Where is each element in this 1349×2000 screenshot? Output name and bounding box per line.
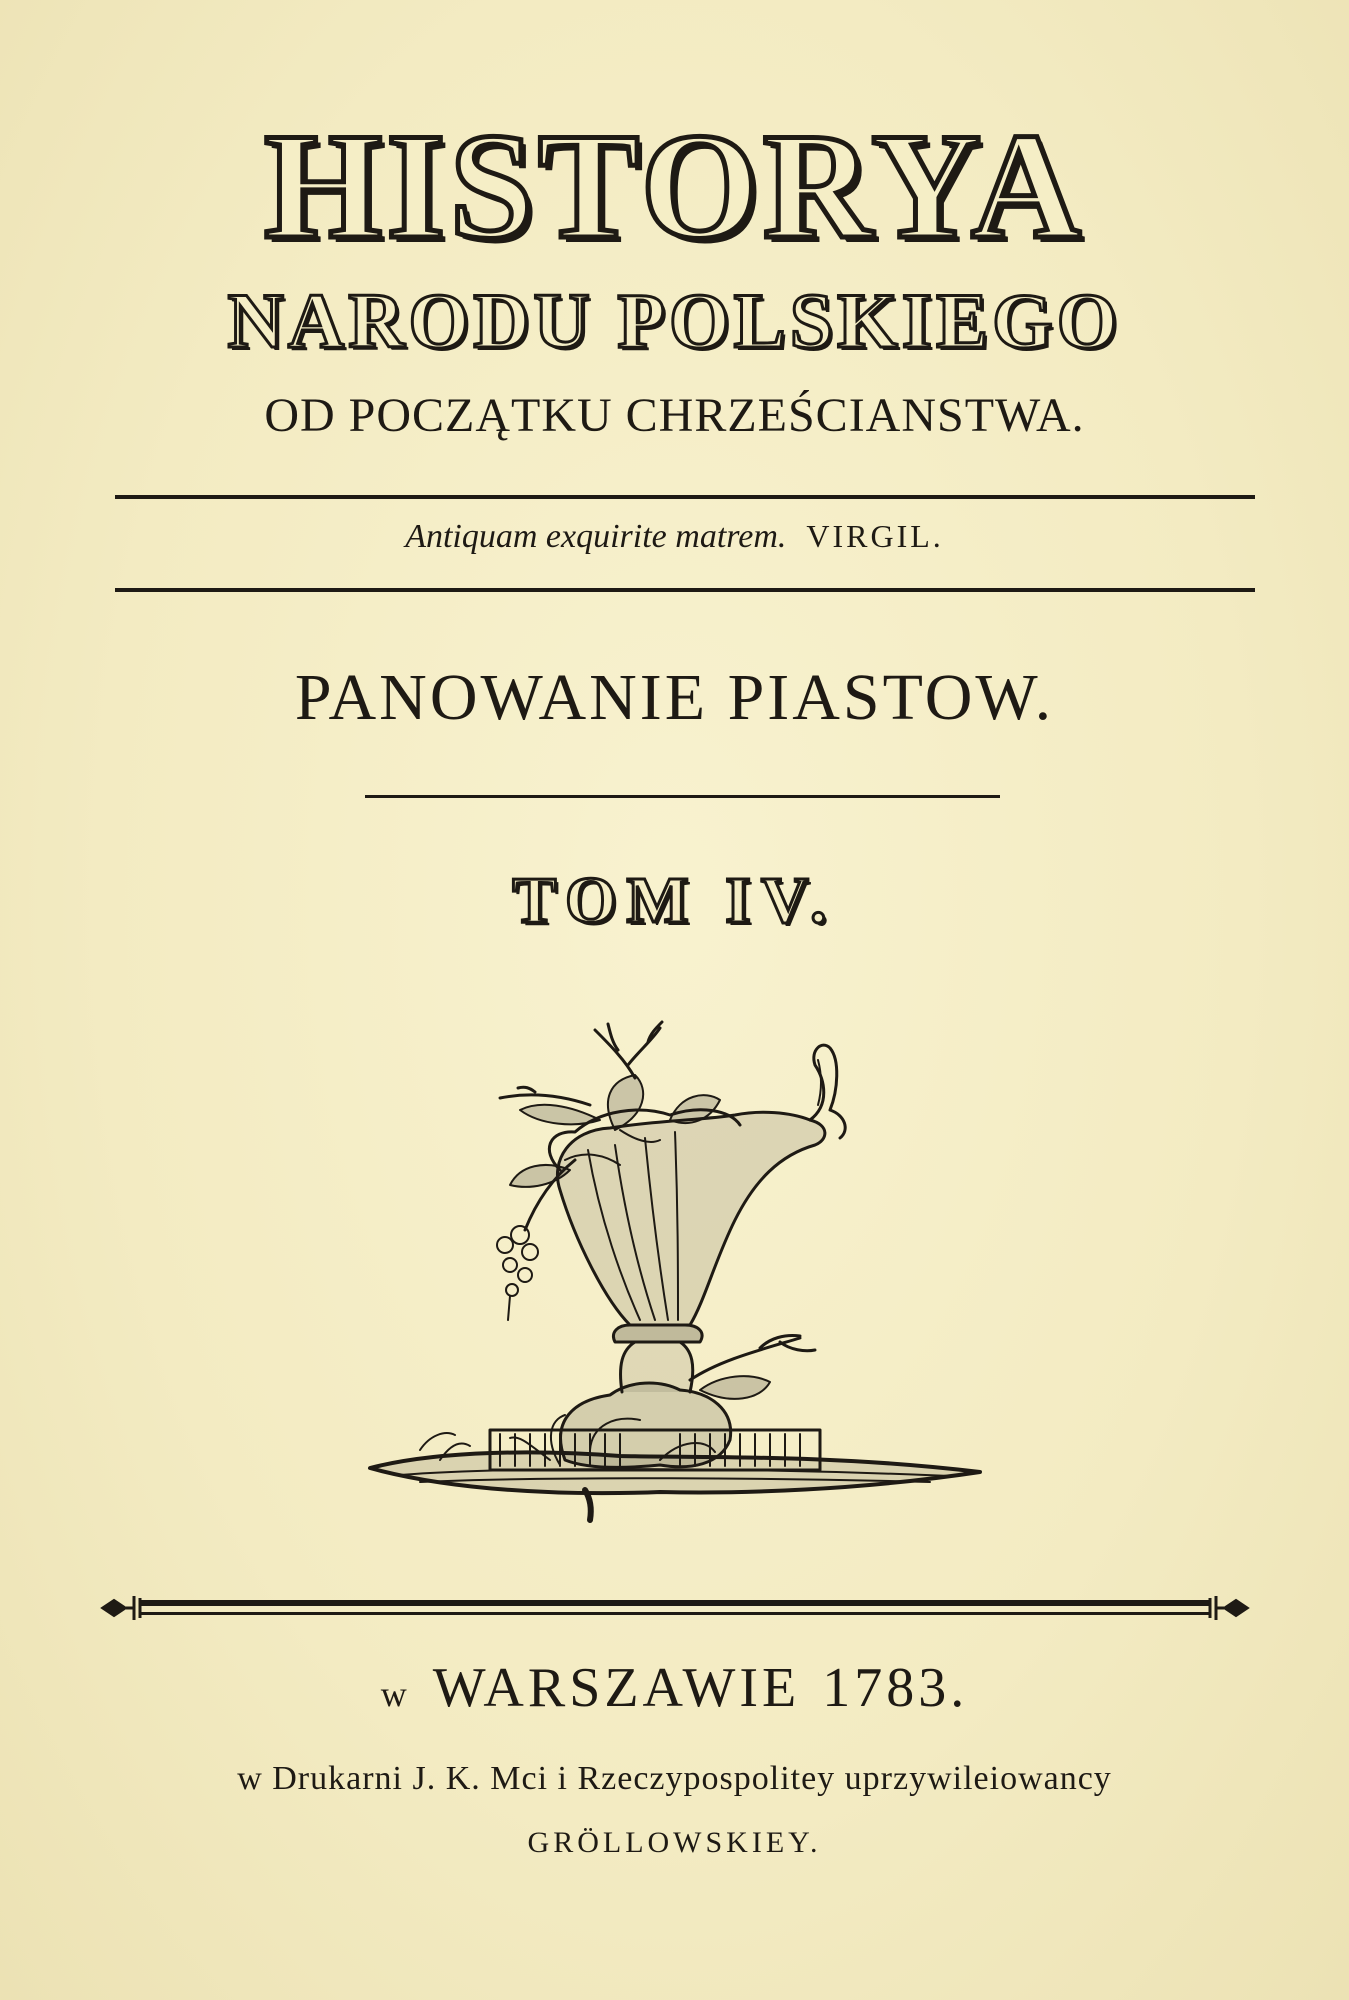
imprint-prefix: w (380, 1674, 411, 1714)
imprint-year: 1783. (822, 1657, 969, 1719)
book-subtitle: NARODU POLSKIEGO (227, 277, 1122, 364)
volume-number: TOM IV. (512, 864, 837, 937)
ornamental-border-rule (100, 1590, 1250, 1626)
motto-text: Antiquam exquirite matrem. (405, 518, 787, 555)
divider-rule (115, 588, 1255, 592)
imprint-city-name: WARSZAWIE (432, 1657, 801, 1719)
motto (0, 520, 1349, 554)
book-title: HISTORYA (264, 102, 1085, 270)
imprint-city (0, 1657, 1349, 1719)
short-rule (365, 795, 1000, 798)
imprint-press: w Drukarni J. K. Mci i Rzeczypospolitey uprzywileiowancy (237, 1760, 1112, 1797)
divider-rule (115, 495, 1255, 499)
urn-vignette (360, 1020, 1000, 1540)
section-heading: PANOWANIE PIASTOW. (294, 661, 1055, 734)
imprint-printer: GRÖLLOWSKIEY. (527, 1826, 822, 1859)
motto-author: VIRGIL. (806, 518, 944, 554)
book-subtitle-line: OD POCZĄTKU CHRZEŚCIANSTWA. (264, 389, 1085, 442)
